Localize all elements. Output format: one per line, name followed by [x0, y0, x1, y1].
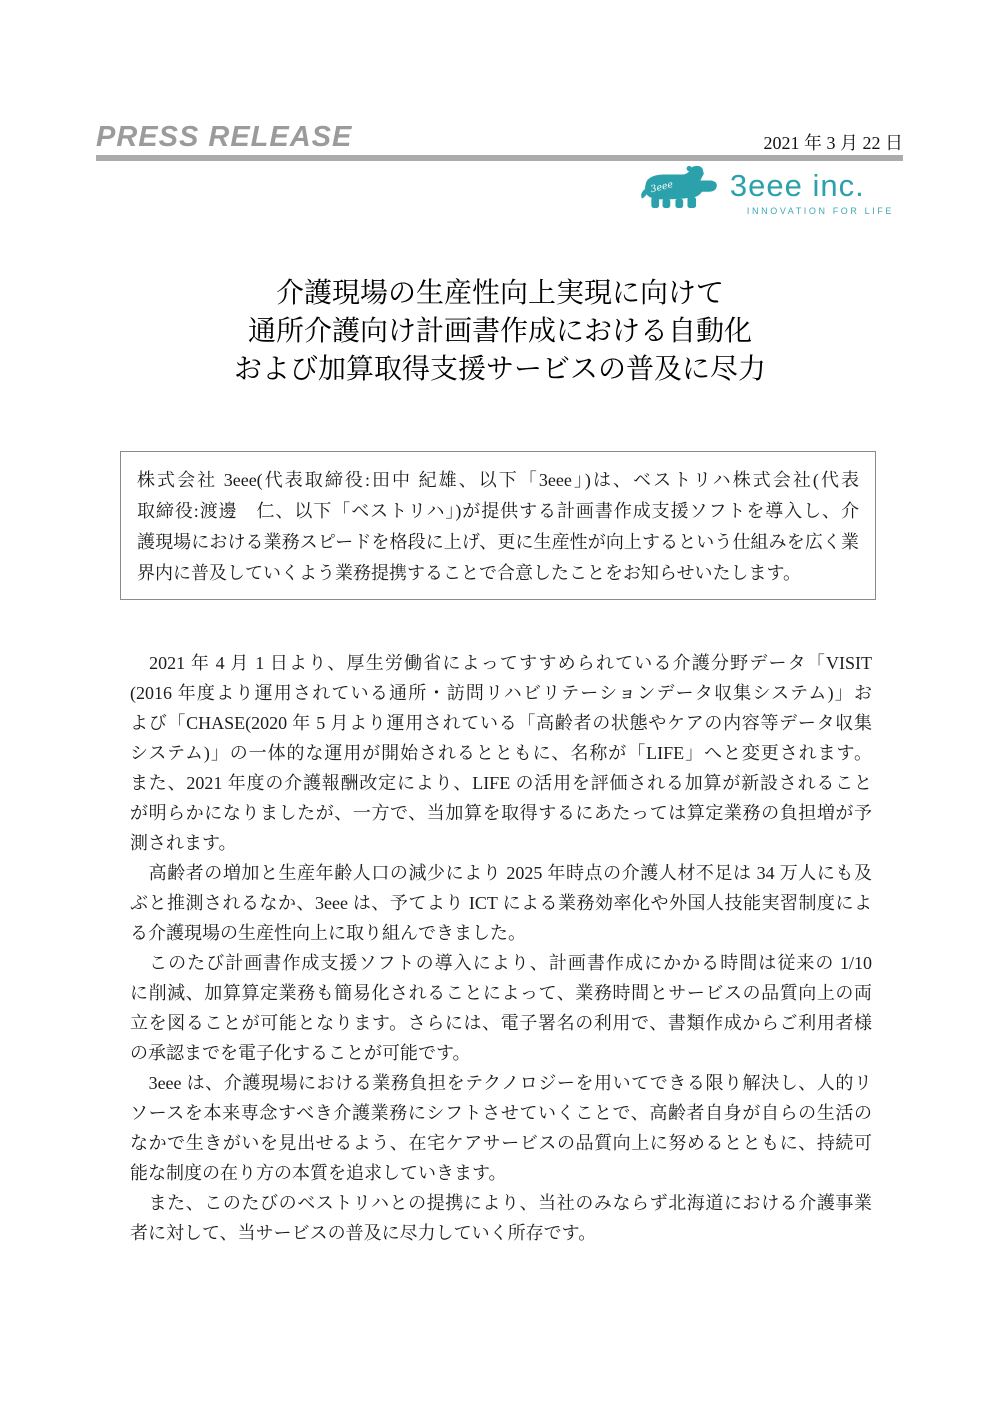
body-line: 者に対して、当サービスの普及に尽力していく所存です。 [130, 1223, 597, 1243]
body-line: また、このたびのベストリハとの提携により、当社のみならず北海道における介護事業 [130, 1193, 872, 1213]
summary-line: 株式会社 3eee(代表取締役:田中 紀雄、以下「3eee」)は、ベストリハ株式会社(代表 [137, 470, 859, 490]
paragraph [130, 1188, 872, 1248]
summary-line: 取締役:渡邊 仁、以下「ベストリハ」)が提供する計画書作成支援ソフトを導入し、介 [137, 501, 859, 521]
paragraph [130, 858, 872, 948]
press-release-heading: PRESS RELEASE [96, 121, 353, 153]
body-line: 3eee は、介護現場における業務負担をテクノロジーを用いてできる限り解決し、人的リ [130, 1073, 872, 1093]
hippo-logo-icon [635, 163, 721, 217]
body-line: システム)」の一体的な運用が開始されるとともに、名称が「LIFE」へと変更されます。 [130, 743, 872, 763]
body-line: に削減、加算算定業務も簡易化されることによって、業務時間とサービスの品質向上の両 [130, 983, 872, 1003]
logo-text-block [730, 163, 894, 216]
title-line: 介護現場の生産性向上実現に向けて [275, 278, 724, 309]
header-divider [96, 155, 903, 161]
company-logo [635, 163, 894, 217]
body-line: 高齢者の増加と生産年齢人口の減少により 2025 年時点の介護人材不足は 34 万人にも及 [130, 863, 872, 883]
logo-wordmark: 3eee inc. [729, 168, 865, 203]
summary-line: 界内に普及していくよう業務提携することで合意したことをお知らせいたします。 [137, 563, 802, 583]
body-line: また、2021 年度の介護報酬改定により、LIFE の活用を評価される加算が新設されること [130, 773, 872, 793]
body-line: なかで生きがいを見出せるよう、在宅ケアサービスの品質向上に努めるとともに、持続可 [130, 1133, 872, 1153]
body-line: 能な制度の在り方の本質を追求していきます。 [130, 1163, 507, 1183]
body-line: 2021 年 4 月 1 日より、厚生労働省によってすすめられている介護分野データ「VISIT [130, 653, 872, 673]
body-line: が明らかになりましたが、一方で、当加算を取得するにあたっては算定業務の負担増が予 [130, 803, 872, 823]
body-line: よび「CHASE(2020 年 5 月より運用されている「高齢者の状態やケアの内容等データ収集 [130, 713, 872, 733]
title-line: 通所介護向け計画書作成における自動化 [247, 316, 752, 347]
paragraph [130, 648, 872, 858]
summary-box [120, 451, 876, 600]
body-line: る介護現場の生産性向上に取り組んできました。 [130, 923, 526, 943]
body-text [130, 648, 872, 1248]
release-date: 2021 年 3 月 22 日 [763, 133, 903, 153]
body-line: 立を図ることが可能となります。さらには、電子署名の利用で、書類作成からご利用者様 [130, 1013, 872, 1033]
logo-tagline: INNOVATION FOR LIFE [746, 206, 894, 216]
body-line: 測されます。 [130, 833, 237, 853]
body-line: このたび計画書作成支援ソフトの導入により、計画書作成にかかる時間は従来の 1/10 [130, 953, 872, 973]
hippo-script-label: 3eee [649, 179, 675, 196]
body-line: ぶと推測されるなか、3eee は、予てより ICT による業務効率化や外国人技能実習制度によ [130, 893, 872, 913]
paragraph [130, 948, 872, 1068]
body-line: の承認までを電子化することが可能です。 [130, 1043, 471, 1063]
body-line: (2016 年度より運用されている通所・訪問リハビリテーションデータ収集システム)」お [130, 683, 872, 703]
document-title [0, 275, 1000, 389]
paragraph [130, 1068, 872, 1188]
body-line: ソースを本来専念すべき介護業務にシフトさせていくことで、高齢者自身が自らの生活の [130, 1103, 872, 1123]
title-line: および加算取得支援サービスの普及に尽力 [233, 354, 766, 385]
summary-line: 護現場における業務スピードを格段に上げ、更に生産性が向上するという仕組みを広く業 [137, 532, 859, 552]
